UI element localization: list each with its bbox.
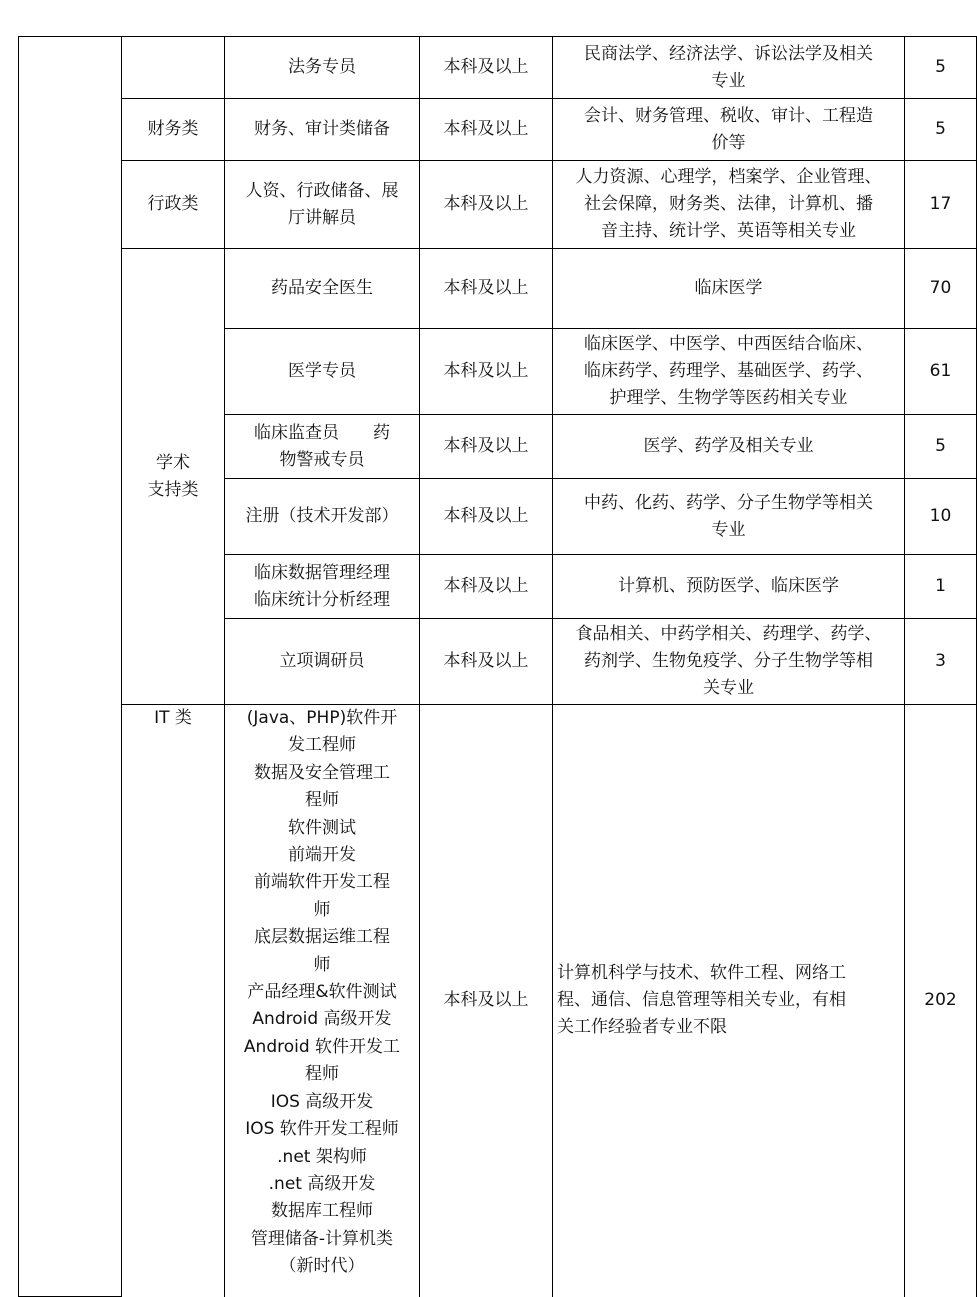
- it-position-line: IOS 高级开发: [270, 1091, 374, 1112]
- count-cell: 3: [905, 619, 977, 705]
- education-cell: 本科及以上: [420, 37, 553, 99]
- it-position-line: （新时代）: [279, 1256, 365, 1277]
- count-cell: 202: [905, 705, 977, 1297]
- count-cell: 5: [905, 37, 977, 99]
- major-cell: 医学、药学及相关专业: [553, 415, 905, 479]
- major-cell: 会计、财务管理、税收、审计、工程造 价等: [553, 99, 905, 161]
- education-cell: 本科及以上: [420, 99, 553, 161]
- education-cell: 本科及以上: [420, 555, 553, 619]
- it-position-line: (Java、PHP)软件开: [246, 708, 398, 728]
- major-cell: 临床医学: [553, 249, 905, 329]
- category-cell: [122, 37, 225, 99]
- it-position-line: IOS 软件开发工程师: [245, 1119, 399, 1140]
- education-cell: 本科及以上: [420, 249, 553, 329]
- major-cell: 民商法学、经济法学、诉讼法学及相关 专业: [553, 37, 905, 99]
- major-cell: 食品相关、中药学相关、药理学、药学、 药剂学、生物免疫学、分子生物学等相 关专业: [553, 619, 905, 705]
- table-row: [19, 705, 977, 1297]
- table-row: [19, 99, 977, 161]
- count-cell: 5: [905, 99, 977, 161]
- major-cell: 中药、化药、药学、分子生物学等相关 专业: [553, 479, 905, 555]
- it-position-line: 管理储备-计算机类: [250, 1228, 394, 1249]
- position-cell: 财务、审计类储备: [225, 99, 420, 161]
- it-position-line: 数据及安全管理工: [254, 762, 390, 783]
- position-cell: 立项调研员: [225, 619, 420, 705]
- it-position-line: Android 软件开发工: [243, 1036, 401, 1057]
- it-position-line: .net 架构师: [277, 1146, 367, 1167]
- it-position-line: 前端软件开发工程: [254, 872, 390, 893]
- position-cell: 法务专员: [225, 37, 420, 99]
- it-position-line: 师: [313, 954, 331, 975]
- position-cell: 药品安全医生: [225, 249, 420, 329]
- major-cell: 计算机科学与技术、软件工程、网络工 程、通信、信息管理等相关专业，有相 关工作经验者专业不限: [553, 705, 905, 1297]
- it-position-line: Android 高级开发: [252, 1009, 392, 1030]
- table-row: [19, 161, 977, 249]
- table-row: [19, 37, 977, 99]
- major-cell: 人力资源、心理学，档案学、企业管理、 社会保障，财务类、法律，计算机、播 音主持、统计学、英语等相关专业: [553, 161, 905, 249]
- education-cell: 本科及以上: [420, 329, 553, 415]
- it-position-line: 数据库工程师: [271, 1201, 373, 1222]
- it-position-line: 程师: [305, 790, 339, 811]
- it-position-line: .net 高级开发: [268, 1173, 376, 1194]
- position-cell-it: [225, 705, 420, 1297]
- category-cell-academic: 学术 支持类: [122, 249, 225, 705]
- count-cell: 1: [905, 555, 977, 619]
- count-cell: 17: [905, 161, 977, 249]
- count-cell: 70: [905, 249, 977, 329]
- outer-blank-cell: [19, 37, 122, 1297]
- position-cell: 临床数据管理经理 临床统计分析经理: [225, 555, 420, 619]
- position-cell: 医学专员: [225, 329, 420, 415]
- it-position-line: 产品经理&软件测试: [247, 982, 397, 1003]
- position-cell: 注册（技术开发部）: [225, 479, 420, 555]
- it-position-line: 前端开发: [288, 845, 356, 866]
- it-position-line: 发工程师: [288, 735, 356, 756]
- recruitment-table: [18, 36, 977, 1297]
- education-cell: 本科及以上: [420, 705, 553, 1297]
- count-cell: 10: [905, 479, 977, 555]
- count-cell: 5: [905, 415, 977, 479]
- category-cell: 财务类: [122, 99, 225, 161]
- category-cell: 行政类: [122, 161, 225, 249]
- it-position-list: [229, 705, 415, 1281]
- education-cell: 本科及以上: [420, 619, 553, 705]
- it-position-line: 底层数据运维工程: [254, 927, 390, 948]
- major-cell: 计算机、预防医学、临床医学: [553, 555, 905, 619]
- position-cell: 人资、行政储备、展 厅讲解员: [225, 161, 420, 249]
- education-cell: 本科及以上: [420, 479, 553, 555]
- count-cell: 61: [905, 329, 977, 415]
- position-cell: 临床监查员 药 物警戒专员: [225, 415, 420, 479]
- table-row: [19, 249, 977, 329]
- education-cell: 本科及以上: [420, 161, 553, 249]
- category-cell-it: IT 类: [122, 705, 225, 1297]
- it-position-line: 程师: [305, 1064, 339, 1085]
- it-position-line: 软件测试: [288, 817, 356, 838]
- it-position-line: 师: [313, 899, 331, 920]
- major-cell: 临床医学、中医学、中西医结合临床、 临床药学、药理学、基础医学、药学、 护理学、生物学等医药相关专业: [553, 329, 905, 415]
- education-cell: 本科及以上: [420, 415, 553, 479]
